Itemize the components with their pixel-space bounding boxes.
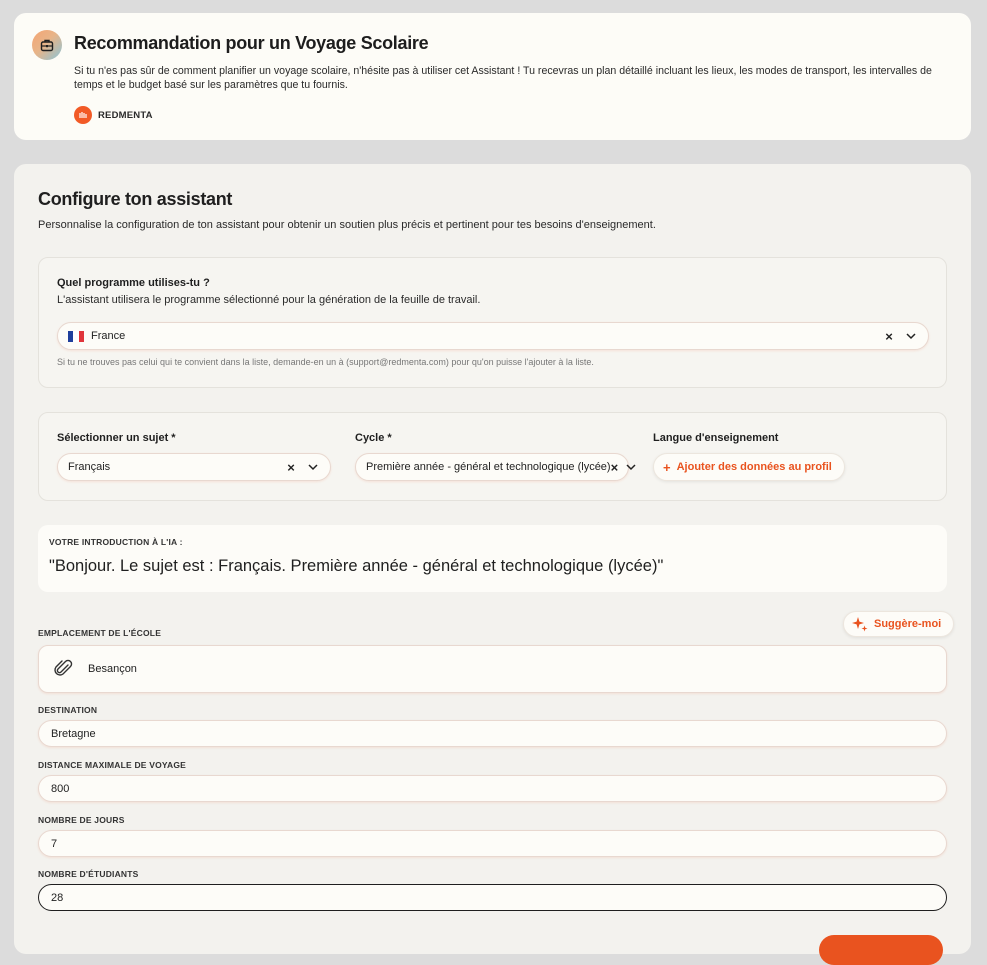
subject-select[interactable]: [57, 453, 331, 481]
france-flag-icon: [68, 331, 84, 342]
cycle-select[interactable]: [355, 453, 629, 481]
destination-input[interactable]: Bretagne: [38, 720, 947, 747]
chevron-down-icon[interactable]: [306, 464, 320, 470]
program-hint: Si tu ne trouves pas celui qui te convient dans la liste, demande-en un à (support@redmenta.com) pour qu'on puisse l'ajouter à la liste.: [57, 357, 594, 367]
add-profile-data-label: Ajouter des données au profil: [676, 461, 832, 473]
ai-introduction-label: VOTRE INTRODUCTION À L'IA :: [49, 537, 183, 547]
program-label: Quel programme utilises-tu ?: [57, 277, 210, 289]
redmenta-logo-icon: [74, 106, 92, 124]
clear-icon[interactable]: ×: [287, 459, 295, 475]
submit-button[interactable]: [819, 935, 943, 965]
days-input[interactable]: 7: [38, 830, 947, 857]
cycle-select-value: Première année - général et technologique (lycée): [366, 461, 611, 473]
cycle-label: Cycle *: [355, 432, 392, 444]
students-input[interactable]: 28: [38, 884, 947, 911]
config-title: Configure ton assistant: [38, 189, 233, 209]
program-select-value: France: [91, 330, 126, 342]
students-label: NOMBRE D'ÉTUDIANTS: [38, 869, 139, 879]
school-location-value: Besançon: [88, 663, 137, 675]
school-location-label: EMPLACEMENT DE L'ÉCOLE: [38, 628, 162, 638]
briefcase-icon: [32, 30, 62, 60]
subject-label: Sélectionner un sujet *: [57, 432, 176, 444]
paperclip-icon: [54, 659, 74, 679]
subject-select-value: Français: [68, 461, 111, 473]
destination-label: DESTINATION: [38, 705, 98, 715]
chevron-down-icon[interactable]: [626, 464, 636, 470]
config-card: [14, 164, 971, 954]
brand-name: REDMENTA: [98, 109, 153, 121]
suggest-button[interactable]: [843, 611, 954, 637]
days-label: NOMBRE DE JOURS: [38, 815, 125, 825]
brand: [74, 106, 153, 124]
clear-icon[interactable]: ×: [610, 459, 619, 475]
school-location-field[interactable]: [38, 645, 947, 693]
config-description: Personnalise la configuration de ton assistant pour obtenir un soutien plus précis et pertinent pour tes besoins d'enseignement.: [38, 219, 656, 231]
max-distance-label: DISTANCE MAXIMALE DE VOYAGE: [38, 760, 187, 770]
page-title: Recommandation pour un Voyage Scolaire: [74, 33, 429, 53]
program-select[interactable]: [57, 322, 929, 350]
sparkle-icon: [852, 616, 868, 632]
ai-introduction: [38, 525, 947, 592]
program-sublabel: L'assistant utilisera le programme sélectionné pour la génération de la feuille de travail.: [57, 294, 481, 306]
program-panel: [38, 257, 947, 388]
assistant-header-card: [14, 13, 971, 140]
chevron-down-icon[interactable]: [904, 333, 918, 339]
ai-introduction-text: "Bonjour. Le sujet est : Français. Première année - général et technologique (lycée)": [49, 557, 664, 575]
add-profile-data-button[interactable]: [653, 453, 845, 481]
language-label: Langue d'enseignement: [653, 432, 779, 444]
suggest-button-label: Suggère-moi: [874, 618, 942, 630]
clear-icon[interactable]: ×: [885, 328, 893, 344]
plus-icon: +: [663, 459, 671, 475]
max-distance-input[interactable]: 800: [38, 775, 947, 802]
subject-panel: [38, 412, 947, 501]
assistant-description: Si tu n'es pas sûr de comment planifier un voyage scolaire, n'hésite pas à utiliser cet Assistant ! Tu recevras un plan détaillé incluant les lieux, les modes de transport, les intervalles de temps et le budget basé sur les paramètres que tu fournis.: [74, 65, 932, 91]
